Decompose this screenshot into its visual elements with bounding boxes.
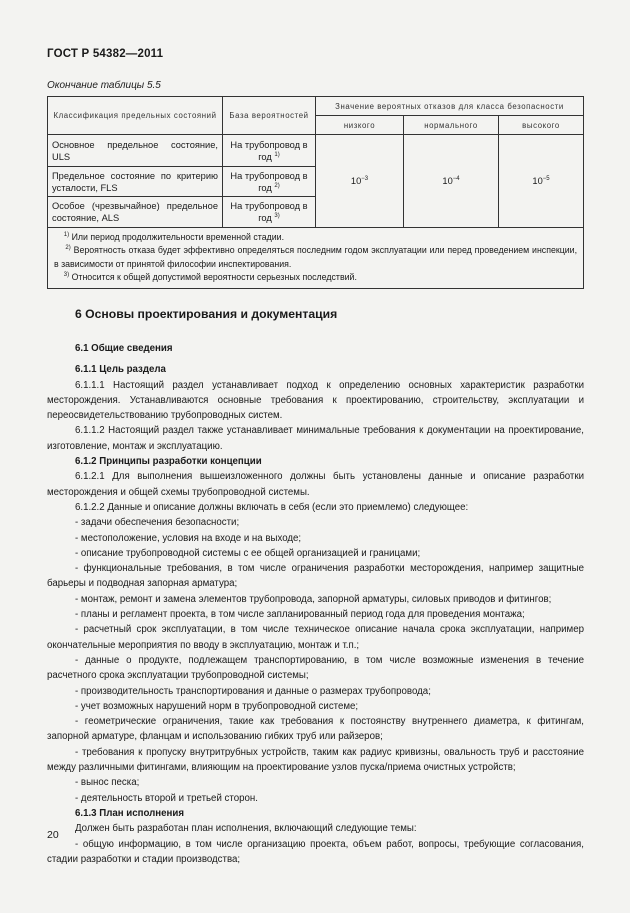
header-limit-states: Классификация предельных состояний <box>48 97 223 135</box>
header-probability-base: База вероятностей <box>223 97 316 135</box>
cell-limit-state: Предельное состояние по критерию усталости, FLS <box>48 167 223 197</box>
list-item: - производительность транспортирования и данные о размерах трубопровода; <box>75 685 431 697</box>
value-high: $10^{-5}$ <box>499 135 584 228</box>
document-header: ГОСТ Р 54382—2011 <box>47 48 164 60</box>
clause-heading: 6.1.3 План исполнения <box>75 807 185 819</box>
cell-limit-state: Основное предельное состояние, ULS <box>48 135 223 167</box>
paragraph: 6.1.2.2 Данные и описание должны включать в себя (если это приемлемо) следующее: <box>75 501 469 513</box>
list-item: - расчетный срок эксплуатации, в том числе техническое описание начала срока эксплуатации, например окончательные мероприятия по вводу в эксплуатацию, монтаж и т.п.; <box>47 624 584 651</box>
cell-base: На трубопровод в год $^{3)}$ <box>223 197 316 228</box>
failure-probability-table <box>47 96 584 289</box>
header-low: низкого <box>316 116 404 135</box>
header-normal: нормального <box>404 116 499 135</box>
clause-heading: 6.1.2 Принципы разработки концепции <box>75 456 262 468</box>
footnote: $^{2)}$ Вероятность отказа будет эффективно определяться последним годом эксплуатации или перед проведением инспекции, в зависимости от принятой философии инспектирования. <box>54 245 578 269</box>
list-item: - вынос песка; <box>75 777 140 789</box>
paragraph: 6.1.2.1 Для выполнения вышеизложенного должны быть установлены данные и описание разработки месторождения и общей схемы трубопроводной системы. <box>47 471 584 498</box>
list-item: - задачи обеспечения безопасности; <box>75 517 240 529</box>
value-low: $10^{-3}$ <box>316 135 404 228</box>
subsection-title: 6.1 Общие сведения <box>75 343 173 354</box>
paragraph: 6.1.1.1 Настоящий раздел устанавливает подход к определению основных характеристик разработки месторождения. Устанавливаются основные требования к проектированию, строительству, эксплуатации и переосвидетельствованию трубопроводных систем. <box>47 379 584 422</box>
list-item: - планы и регламент проекта, в том числе запланированный период года для проведения монтажа; <box>75 609 525 621</box>
list-item: - функциональные требования, в том числе ограничения разработки месторождения, например защитные барьеры и подводная запорная арматура; <box>47 563 584 590</box>
cell-limit-state: Особое (чрезвычайное) предельное состояние, ALS <box>48 197 223 228</box>
list-item: - местоположение, условия на входе и на выходе; <box>75 532 302 544</box>
cell-base: На трубопровод в год $^{1)}$ <box>223 135 316 167</box>
list-item: - деятельность второй и третьей сторон. <box>75 792 258 804</box>
section-title: 6 Основы проектирования и документация <box>75 307 338 321</box>
table-footnotes <box>48 228 584 289</box>
list-item: - общую информацию, в том числе организацию проекта, объем работ, вопросы, требующие согласования, стадии разработки и стадии производства; <box>47 838 584 865</box>
value-normal: $10^{-4}$ <box>404 135 499 228</box>
section-body <box>47 341 584 867</box>
list-item: - монтаж, ремонт и замена элементов трубопровода, запорной арматуры, силовых приводов и фитингов; <box>75 593 552 605</box>
clause-heading: 6.1.1 Цель раздела <box>75 364 166 376</box>
list-item: - данные о продукте, подлежащем транспортированию, в том числе возможные изменения в течение расчетного срока эксплуатации трубопроводной системы; <box>47 654 584 682</box>
list-item: - требования к пропуску внутритрубных устройств, таким как радиус кривизны, овальность труб и расстояние между различными фитингами, влияющим на проектирование узлов пуска/приема очистных устройств; <box>47 746 584 774</box>
paragraph: Должен быть разработан план исполнения, включающий следующие темы: <box>75 823 417 835</box>
list-item: - учет возможных нарушений норм в трубопроводной системе; <box>75 700 359 712</box>
list-item: - описание трубопроводной системы с ее общей организацией и границами; <box>75 547 421 559</box>
table-caption: Окончание таблицы 5.5 <box>47 80 161 91</box>
header-high: высокого <box>499 116 584 135</box>
list-item: - геометрические ограничения, такие как требования к постоянству внутреннего диаметра, к фитингам, запорной арматуре, фланцам и использованию гибких труб или райзеров; <box>47 716 584 743</box>
paragraph: 6.1.1.2 Настоящий раздел также устанавливает минимальные требования к документации на проектирование, изготовление, монтаж и эксплуатацию. <box>47 425 584 452</box>
page-number: 20 <box>47 829 59 841</box>
cell-base: На трубопровод в год $^{2)}$ <box>223 167 316 197</box>
footnote: $^{1)}$ Или период продолжительности временной стадии. <box>63 232 285 242</box>
table-row <box>48 135 584 167</box>
footnote: $^{3)}$ Относится к общей допустимой вероятности серьезных последствий. <box>63 271 357 282</box>
header-safety-class-group: Значение вероятных отказов для класса безопасности <box>316 97 584 116</box>
